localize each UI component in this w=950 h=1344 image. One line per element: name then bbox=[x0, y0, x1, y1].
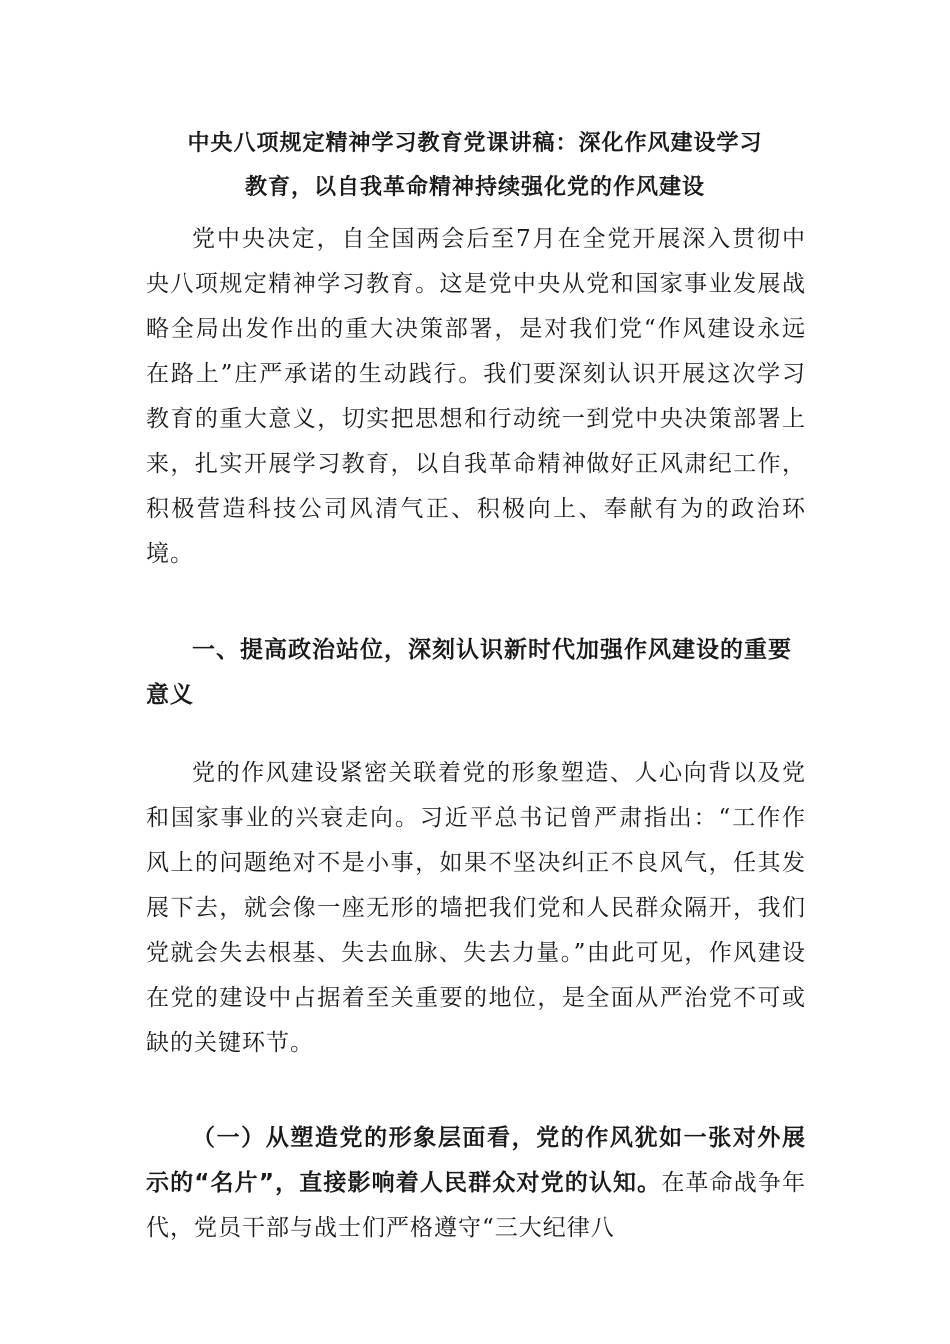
intro-paragraph: 党中央决定，自全国两会后至7月在全党开展深入贯彻中央八项规定精神学习教育。这是党中央从党和国家事业发展战略全局出发作出的重大决策部署，是对我们党“作风建设永远在路上”庄严承诺的生动践行。我们要深刻认识开展这次学习教育的重大意义，切实把思想和行动统一到党中央决策部署上来，扎实开展学习教育，以自我革命精神做好正风肃纪工作，积极营造科技公司风清气正、积极向上、奉献有为的政治环境。 bbox=[146, 226, 806, 567]
body-paragraph-2: 党的作风建设紧密关联着党的形象塑造、人心向背以及党和国家事业的兴衰走向。习近平总书记曾严肃指出：“工作作风上的问题绝对不是小事，如果不坚决纠正不良风气，任其发展下去，就会像一座无形的墙把我们党和人民群众隔开，我们党就会失去根基、失去血脉、失去力量。”由此可见，作风建设在党的建设中占据着至关重要的地位，是全面从严治党不可或缺的关键环节。 bbox=[146, 760, 806, 1056]
section-heading-1: 一、提高政治站位，深刻认识新时代加强作风建设的重要意义 bbox=[146, 637, 792, 708]
title-line-2: 教育，以自我革命精神持续强化党的作风建设 bbox=[244, 175, 705, 200]
body-paragraph-3-text: 在革命战争年代，党员干部与战士们严格遵守“三大纪律八 bbox=[146, 1170, 807, 1241]
title-line-1: 中央八项规定精神学习教育党课讲稿：深化作风建设学习 bbox=[187, 131, 763, 156]
document-title bbox=[140, 122, 810, 210]
body-paragraph-3 bbox=[146, 1116, 806, 1251]
subheading-1: （一）从塑造党的形象层面看，党的作风犹如一张对外展示的“名片”，直接影响着人民群众对党的认知。 bbox=[146, 1125, 806, 1196]
